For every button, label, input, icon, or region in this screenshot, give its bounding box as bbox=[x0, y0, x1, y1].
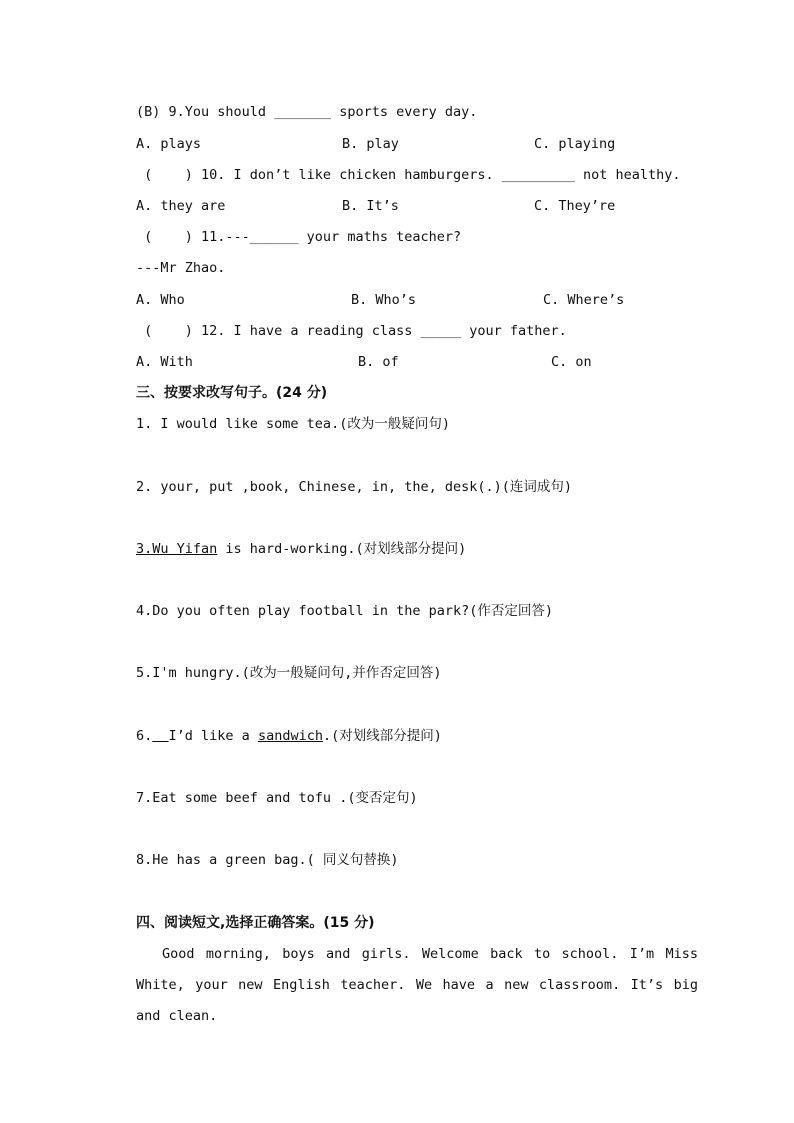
question-10-option-b: B. It’s bbox=[342, 198, 399, 214]
question-12-stem: ( ) 12. I have a reading class _____ your father. bbox=[136, 323, 567, 339]
question-10-stem: ( ) 10. I don’t like chicken hamburgers. _________ not healthy. bbox=[136, 167, 681, 183]
rewrite-item-8: 8.He has a green bag.( 同义句替换) bbox=[136, 852, 399, 868]
underline-blank bbox=[152, 728, 168, 744]
rewrite-item-1: 1. I would like some tea.(改为一般疑问句) bbox=[136, 416, 450, 432]
rewrite-item-6-text: I’d like a bbox=[168, 728, 258, 744]
question-12-option-b: B. of bbox=[358, 354, 399, 370]
question-11-option-c: C. Where’s bbox=[543, 292, 625, 308]
rewrite-item-3 bbox=[136, 540, 466, 558]
section-3-heading: 三、按要求改写句子。(24 分) bbox=[136, 385, 328, 401]
question-11-option-b: B. Who’s bbox=[351, 292, 417, 308]
rewrite-item-5: 5.I'm hungry.(改为一般疑问句,并作否定回答) bbox=[136, 665, 442, 681]
question-12-option-a: A. With bbox=[136, 354, 193, 370]
rewrite-item-6-number: 6. bbox=[136, 728, 153, 744]
underlined-phrase: 3.Wu Yifan bbox=[136, 541, 218, 557]
question-9-option-b: B. play bbox=[342, 136, 399, 152]
section-4-heading: 四、阅读短文,选择正确答案。(15 分) bbox=[136, 915, 375, 931]
question-10-option-a: A. they are bbox=[136, 198, 226, 214]
rewrite-item-3-text: is hard-working.(对划线部分提问) bbox=[217, 541, 467, 557]
rewrite-item-4: 4.Do you often play football in the park?(作否定回答) bbox=[136, 603, 553, 619]
question-11-answer-line: ---Mr Zhao. bbox=[136, 260, 226, 276]
rewrite-item-6-suffix: .(对划线部分提问) bbox=[322, 728, 442, 744]
question-9-option-a: A. plays bbox=[136, 136, 202, 152]
rewrite-item-7: 7.Eat some beef and tofu .(变否定句) bbox=[136, 790, 418, 806]
reading-passage: Good morning, boys and girls. Welcome back to school. I’m Miss White, your new English teacher. We have a new classroom. It’s big and clean. bbox=[136, 946, 698, 1024]
rewrite-item-2: 2. your, put ,book, Chinese, in, the, desk(.)(连词成句) bbox=[136, 479, 573, 495]
question-10-option-c: C. They’re bbox=[534, 198, 616, 214]
question-12-option-c: C. on bbox=[551, 354, 592, 370]
underlined-word: sandwich bbox=[257, 728, 323, 744]
question-9-option-c: C. playing bbox=[534, 136, 616, 152]
question-11-stem: ( ) 11.---______ your maths teacher? bbox=[136, 229, 462, 245]
question-9-stem: (B) 9.You should _______ sports every day. bbox=[136, 104, 478, 120]
question-11-option-a: A. Who bbox=[136, 292, 185, 308]
rewrite-item-6 bbox=[136, 727, 442, 745]
